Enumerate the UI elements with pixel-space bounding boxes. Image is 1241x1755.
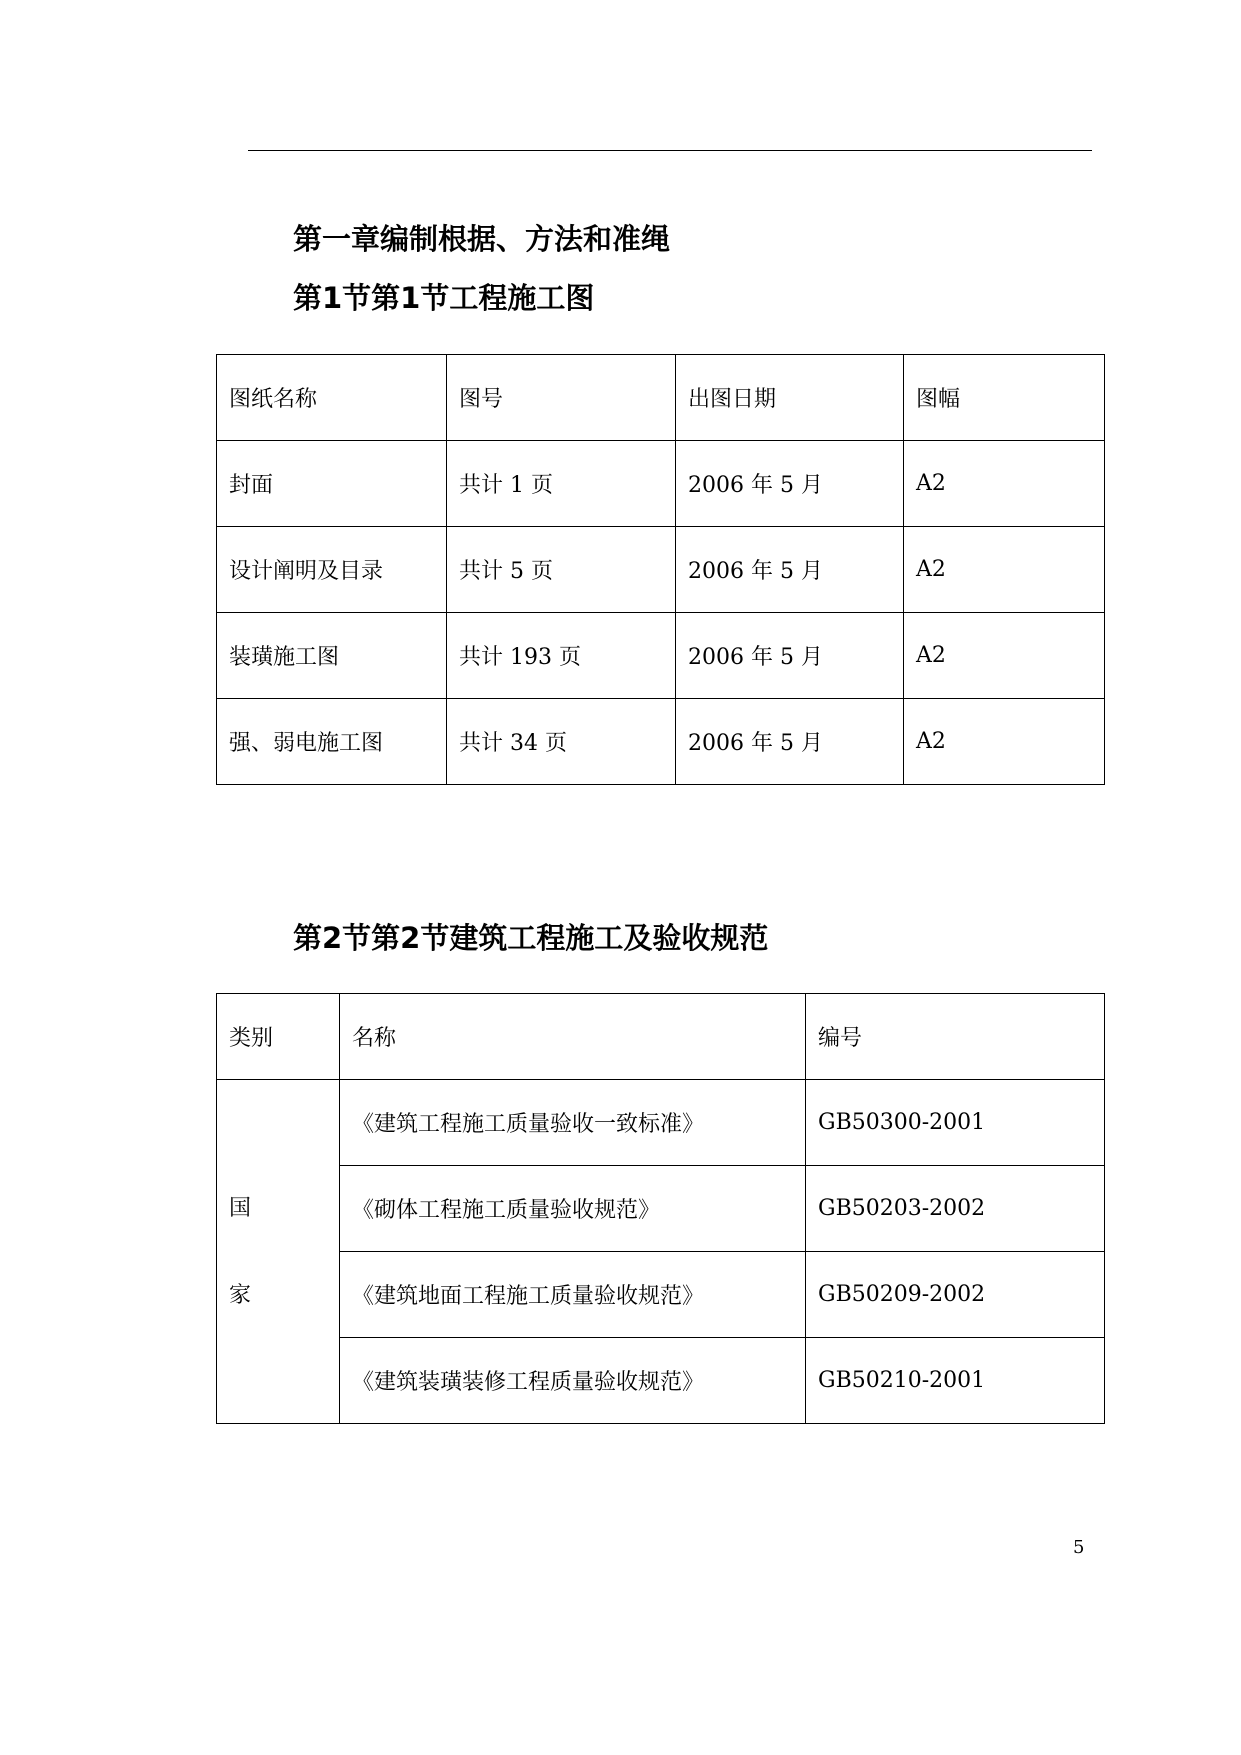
table-cell: A2 (904, 441, 1105, 527)
table-cell: A2 (904, 613, 1105, 699)
standards-table (216, 993, 1105, 1424)
header-cell-standard-name: 名称 (340, 994, 806, 1080)
table-cell: 《建筑装璜装修工程质量验收规范》 (340, 1338, 806, 1424)
category-cell-national (217, 1080, 340, 1424)
category-char: 国 (229, 1195, 252, 1221)
table-header-row (217, 355, 1105, 441)
header-cell-category: 类别 (217, 994, 340, 1080)
table-cell: 2006 年 5 月 (676, 441, 904, 527)
table-cell: 装璜施工图 (217, 613, 447, 699)
table-header-row (217, 994, 1105, 1080)
category-char: 家 (229, 1282, 252, 1308)
header-cell-sheet-size: 图幅 (904, 355, 1105, 441)
table-cell: 《建筑地面工程施工质量验收规范》 (340, 1252, 806, 1338)
table-cell: 强、弱电施工图 (217, 699, 447, 785)
table-cell: 2006 年 5 月 (676, 699, 904, 785)
table-cell: GB50209-2002 (806, 1252, 1105, 1338)
table-cell: GB50203-2002 (806, 1166, 1105, 1252)
table-row (217, 441, 1105, 527)
table-cell: A2 (904, 527, 1105, 613)
table-row (217, 527, 1105, 613)
table-cell: 2006 年 5 月 (676, 527, 904, 613)
table-cell: 《建筑工程施工质量验收一致标准》 (340, 1080, 806, 1166)
table-row (217, 699, 1105, 785)
header-cell-drawing-name: 图纸名称 (217, 355, 447, 441)
drawings-table (216, 354, 1105, 785)
table-cell: GB50300-2001 (806, 1080, 1105, 1166)
table-cell: GB50210-2001 (806, 1338, 1105, 1424)
table-cell: 2006 年 5 月 (676, 613, 904, 699)
table-row (217, 1166, 1105, 1252)
table-cell: 封面 (217, 441, 447, 527)
table-cell: 设计阐明及目录 (217, 527, 447, 613)
header-cell-drawing-number: 图号 (447, 355, 676, 441)
table-row (217, 613, 1105, 699)
header-rule (248, 150, 1092, 151)
table-cell: A2 (904, 699, 1105, 785)
header-cell-standard-code: 编号 (806, 994, 1105, 1080)
section-1-title: 第1节第1节工程施工图 (293, 281, 595, 315)
section-2-title: 第2节第2节建筑工程施工及验收规范 (293, 921, 769, 955)
table-cell: 共计 5 页 (447, 527, 676, 613)
header-cell-issue-date: 出图日期 (676, 355, 904, 441)
page-number: 5 (1073, 1537, 1085, 1558)
chapter-title: 第一章编制根据、方法和准绳 (293, 222, 671, 256)
table-row (217, 1252, 1105, 1338)
table-cell: 共计 1 页 (447, 441, 676, 527)
table-cell: 共计 34 页 (447, 699, 676, 785)
table-row (217, 1080, 1105, 1166)
table-cell: 《砌体工程施工质量验收规范》 (340, 1166, 806, 1252)
table-row (217, 1338, 1105, 1424)
table-cell: 共计 193 页 (447, 613, 676, 699)
